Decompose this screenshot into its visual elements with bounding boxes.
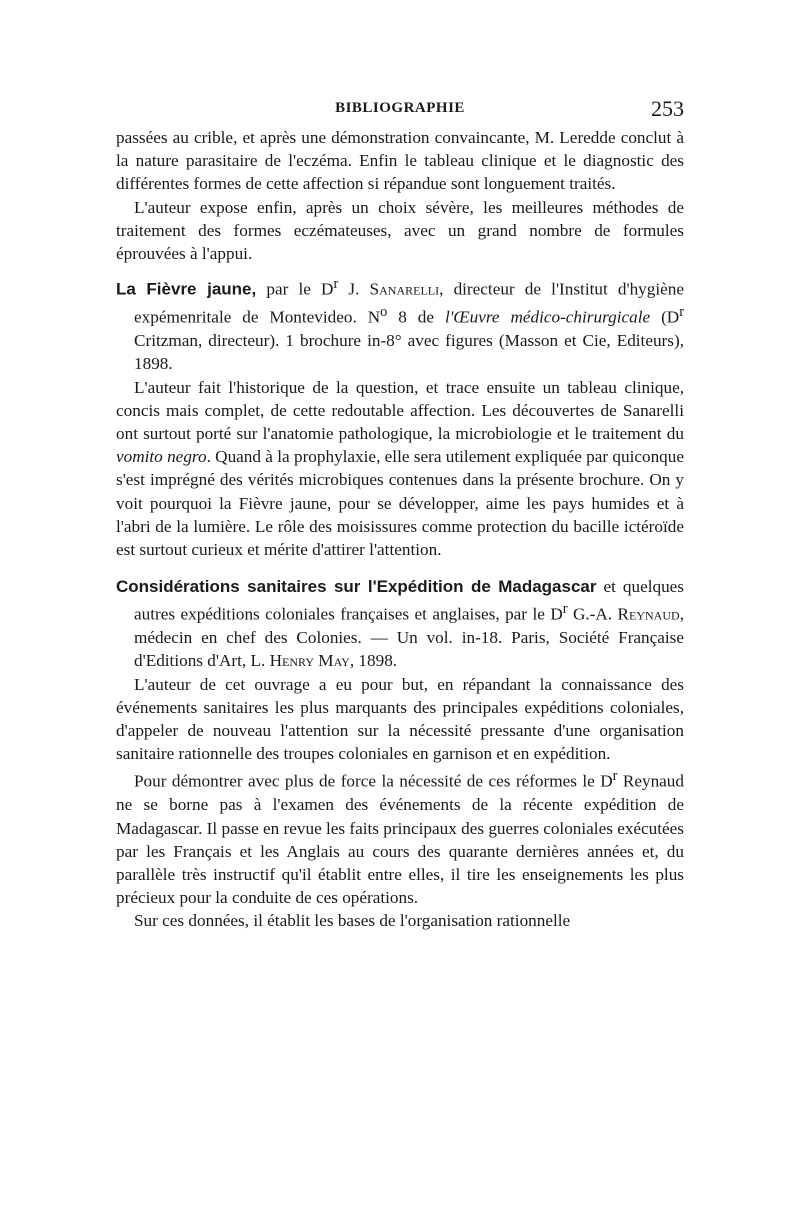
entry-text: Critzman, directeur). 1 brochure in-8° avec figures (Masson et Cie, Editeurs), 1898. — [134, 331, 684, 374]
paragraph-2: L'auteur expose enfin, après un choix sévère, les meilleures méthodes de traitement des formes eczémateuses, avec un grand nombre de formules éprouvées à l'appui. — [116, 197, 684, 264]
paragraph-5 — [116, 765, 684, 909]
paragraph-1: passées au crible, et après une démonstration convaincante, M. Leredde conclut à la nature parasitaire de l'eczéma. Enfin le tableau clinique et le diagnostic des différentes formes de cette affection si répandue sont longuement traités. — [116, 128, 684, 194]
entry-text: , directeur de l'Institut d'hygiène expémenritale de Montevideo. N — [134, 279, 684, 327]
paragraph-text: Pour démontrer avec plus de force la nécessité de ces réformes le D — [134, 772, 613, 792]
entry-text: 8 de — [387, 307, 445, 327]
superscript: r — [562, 601, 568, 618]
paragraph-3 — [116, 376, 684, 562]
entry-text: (D — [650, 307, 680, 327]
entry-title: La Fièvre jaune, — [116, 279, 257, 299]
publisher-name: Henry May — [269, 651, 350, 671]
paragraph-text: L'auteur fait l'historique de la question, et trace ensuite un tableau clinique, concis mais complet, de cette redoutable affection. Les découvertes de Sanarelli ont surtout porté sur l'anatomie pathologique, la microbiologie et le traitement du — [116, 377, 684, 443]
entry-text: , médecin en chef des Colonies. — Un vol. in-18. Paris, Société Française d'Editions d'Art, L. — [134, 605, 684, 671]
bibliography-entry-madagascar — [116, 575, 684, 673]
author-name: Sanarelli — [369, 279, 440, 299]
superscript: o — [380, 304, 388, 321]
author-name: G.-A. Reynaud — [572, 605, 680, 625]
superscript: r — [333, 276, 339, 293]
entry-text: par le D — [256, 279, 334, 299]
paragraph-text: . Quand à la prophylaxie, elle sera utilement expliquée par quiconque s'est imprégné des vérités microbiques contenues dans la présente brochure. On y voit pourquoi la Fièvre jaune, pour se développer, aime les pays humides et à l'abri de la lumière. Le rôle des moisissures comme protection du bacille ictéroïde est surtout curieux et mérite d'attirer l'attention. — [116, 447, 684, 559]
running-title: BIBLIOGRAPHIE — [335, 100, 465, 116]
paragraph-4: L'auteur de cet ouvrage a eu pour but, en répandant la connaissance des événements sanitaires les plus marquants des principales expéditions coloniales, d'appeler de nouveau l'attention sur la nécessité pressante d'une organisation sanitaire rationnelle des troupes coloniales en garnison et en expédition. — [116, 674, 684, 764]
superscript: r — [612, 768, 618, 785]
entry-text: et quelques autres expéditions coloniales françaises et anglaises, par le D — [134, 577, 684, 625]
page-number: 253 — [651, 96, 684, 121]
entry-title: Considérations sanitaires sur l'Expédition de Madagascar — [116, 577, 597, 597]
entry-text: , 1898. — [349, 651, 398, 671]
paragraph-6: Sur ces données, il établit les bases de l'organisation rationnelle — [134, 911, 571, 931]
superscript: r — [679, 304, 684, 321]
entry-text: J. — [338, 279, 370, 299]
running-head — [116, 96, 684, 126]
series-title: l'Œuvre médico-chirurgicale — [444, 307, 651, 327]
italic-term: vomito negro — [116, 447, 207, 467]
paragraph-text: Reynaud ne se borne pas à l'examen des événements de la récente expédition de Madagascar. Il passe en revue les faits principaux des guerres coloniales exécutées par les Français et les Anglais au cours des quarante dernières années et, du parallèle très instructif qu'il établit entre elles, il tire les enseignements les plus précieux pour la conduite de ces opérations. — [116, 772, 684, 908]
bibliography-entry-fievre-jaune — [116, 273, 684, 375]
